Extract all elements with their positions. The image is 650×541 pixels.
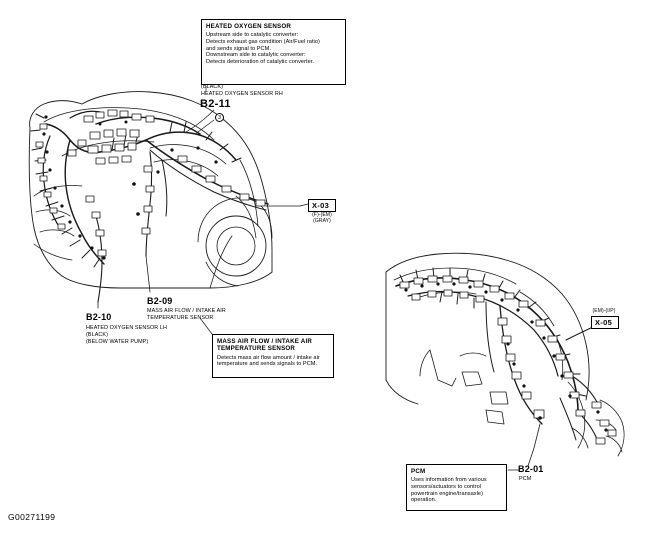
callout-title-pcm: PCM bbox=[411, 468, 426, 475]
connector-b2-10-code: B2-10 bbox=[86, 312, 112, 322]
callout-title-mass-air-flow-2: TEMPERATURE SENSOR bbox=[217, 345, 296, 353]
connector-b2-10-description: HEATED OXYGEN SENSOR LH bbox=[86, 325, 167, 331]
ground-x-03-code: X-03 bbox=[308, 199, 336, 212]
ground-x-05-sub1: (EM)-(I/P) bbox=[592, 308, 616, 314]
figure-id: G00271199 bbox=[8, 512, 56, 522]
callout-line: Detects mass air flow amount / intake air bbox=[217, 354, 320, 361]
callout-line: temperature and sends signals to PCM. bbox=[217, 361, 318, 368]
callout-title-mass-air-flow: MASS AIR FLOW / INTAKE AIR bbox=[217, 338, 313, 345]
connector-b2-09-description-2: TEMPERATURE SENSOR bbox=[147, 315, 214, 321]
callout-line: and sends signal to PCM. bbox=[206, 45, 271, 52]
ground-x-03-sub2: (GRAY) bbox=[313, 218, 331, 224]
callout-heated-oxygen-sensor bbox=[201, 19, 346, 85]
connector-b2-11-description: HEATED OXYGEN SENSOR RH bbox=[201, 91, 283, 97]
callout-line: Uses information from various bbox=[411, 477, 487, 484]
callout-line: operation. bbox=[411, 497, 437, 504]
connector-b2-11-prefix: (BLACK) bbox=[201, 84, 223, 90]
connector-b2-10-description-2: (BLACK) bbox=[86, 332, 108, 338]
connector-b2-09-code: B2-09 bbox=[147, 296, 173, 306]
ground-x-03-sub1: (F)-(EM) bbox=[312, 212, 332, 218]
connector-b2-10-description-3: (BELOW WATER PUMP) bbox=[86, 339, 149, 345]
marker-3: 3 bbox=[215, 113, 224, 122]
ground-x-05-code: X-05 bbox=[591, 316, 619, 329]
connector-b2-01-description: PCM bbox=[519, 476, 532, 482]
connector-b2-11-code: B2-11 bbox=[200, 98, 231, 110]
callout-mass-air-flow bbox=[212, 334, 334, 378]
callout-pcm bbox=[406, 464, 507, 511]
callout-line: Detects deterioration of catalytic converter. bbox=[206, 58, 314, 65]
callout-line: Downstream side to catalytic converter: bbox=[206, 52, 306, 59]
callout-line: Upstream side to catalytic converter: bbox=[206, 32, 299, 39]
callout-line: sensors/actuators to control bbox=[411, 483, 482, 490]
connector-b2-01-code: B2-01 bbox=[518, 464, 544, 474]
callout-title-heated-oxygen-sensor: HEATED OXYGEN SENSOR bbox=[206, 23, 292, 30]
callout-line: powertrain engine/transaxle) bbox=[411, 490, 483, 497]
callout-line: Detects exhaust gas condition (Air/Fuel ratio) bbox=[206, 38, 320, 45]
connector-b2-09-description: MASS AIR FLOW / INTAKE AIR bbox=[147, 308, 226, 314]
